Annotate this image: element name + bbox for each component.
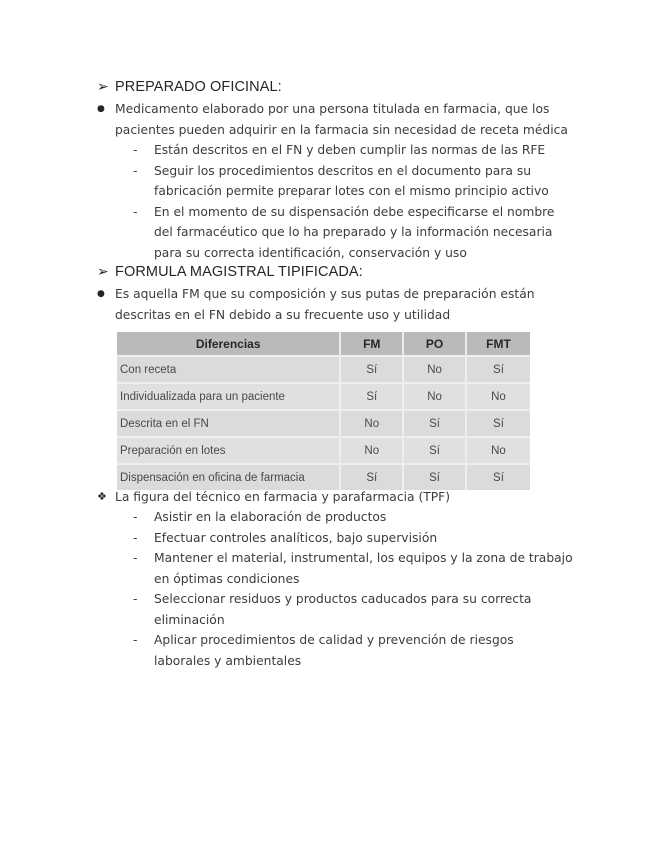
- column-header: FMT: [466, 332, 530, 356]
- table-cell: Preparación en lotes: [117, 437, 340, 464]
- list-item-text: Mantener el material, instrumental, los equipos y la zona de trabajo en óptimas condiciones: [154, 551, 573, 586]
- list-item-text: Aplicar procedimientos de calidad y prevención de riesgos laborales y ambientales: [154, 633, 514, 668]
- list-item-text: En el momento de su dispensación debe especificarse el nombre del farmacéutico que lo ha preparado y la información necesaria para su correcta identificación, conservación y uso: [154, 204, 555, 260]
- table-cell: Sí: [403, 464, 466, 490]
- list-item: [133, 589, 573, 630]
- table-cell: Individualizada para un paciente: [117, 383, 340, 410]
- table-cell: Sí: [403, 437, 466, 464]
- dash-list-tecnico: [133, 507, 573, 671]
- list-item: [133, 507, 573, 528]
- table-row: [117, 437, 530, 464]
- diamond-bullet-icon: ❖: [97, 490, 107, 503]
- bullet-text: Es aquella FM que su composición y sus putas de preparación están descritas en el FN debido a su frecuente uso y utilidad: [115, 287, 535, 322]
- arrow-bullet-icon: ➢: [97, 263, 109, 279]
- column-header: FM: [340, 332, 403, 356]
- dash-bullet-icon: -: [133, 592, 138, 606]
- table-cell: Sí: [466, 464, 530, 490]
- list-item-text: Asistir en la elaboración de productos: [154, 510, 387, 524]
- arrow-bullet-icon: ➢: [97, 78, 109, 94]
- table-header-row: [117, 332, 530, 356]
- list-item-text: Están descritos en el FN y deben cumplir las normas de las RFE: [154, 143, 546, 157]
- table-cell: Sí: [466, 356, 530, 383]
- heading-text: FORMULA MAGISTRAL TIPIFICADA:: [115, 264, 363, 280]
- table-cell: Sí: [340, 356, 403, 383]
- list-item: [133, 528, 573, 549]
- heading-preparado-oficinal: [97, 78, 282, 95]
- dot-bullet-icon: ●: [97, 104, 105, 114]
- list-item: [133, 140, 573, 161]
- list-item: [133, 630, 573, 671]
- table-cell: Sí: [340, 464, 403, 490]
- table-cell: No: [340, 437, 403, 464]
- table-cell: Sí: [403, 410, 466, 437]
- list-item-text: Seleccionar residuos y productos caducados para su correcta eliminación: [154, 592, 532, 627]
- table-cell: Sí: [340, 383, 403, 410]
- table-row: [117, 410, 530, 437]
- table-cell: No: [403, 356, 466, 383]
- bullet-medicamento: [97, 99, 577, 140]
- differences-table: [117, 332, 530, 490]
- bullet-tecnico-farmacia: [97, 487, 577, 508]
- dash-bullet-icon: -: [133, 510, 138, 524]
- list-item: [133, 202, 573, 264]
- list-item-text: Seguir los procedimientos descritos en el documento para su fabricación permite preparar lotes con el mismo principio activo: [154, 163, 549, 198]
- dash-bullet-icon: -: [133, 551, 138, 565]
- dash-bullet-icon: -: [133, 204, 138, 219]
- list-item: [133, 548, 573, 589]
- column-header: Diferencias: [117, 332, 340, 356]
- heading-text: PREPARADO OFICINAL:: [115, 79, 282, 95]
- table-cell: No: [466, 383, 530, 410]
- bullet-text: La figura del técnico en farmacia y parafarmacia (TPF): [115, 490, 451, 504]
- dot-bullet-icon: ●: [97, 289, 105, 299]
- heading-formula-magistral: [97, 263, 363, 280]
- table-cell: No: [340, 410, 403, 437]
- table-row: [117, 356, 530, 383]
- table-cell: Con receta: [117, 356, 340, 383]
- bullet-text: Medicamento elaborado por una persona titulada en farmacia, que los pacientes pueden adquirir en la farmacia sin necesidad de receta médica: [115, 102, 568, 137]
- list-item: [133, 161, 573, 202]
- dash-bullet-icon: -: [133, 633, 138, 647]
- table-cell: Descrita en el FN: [117, 410, 340, 437]
- column-header: PO: [403, 332, 466, 356]
- dash-bullet-icon: -: [133, 143, 138, 157]
- dash-bullet-icon: -: [133, 163, 138, 178]
- bullet-fm-tipificada: [97, 284, 582, 325]
- differences-table-image: [117, 332, 530, 484]
- table-cell: No: [403, 383, 466, 410]
- dash-list-preparado: [133, 140, 573, 263]
- list-item-text: Efectuar controles analíticos, bajo supervisión: [154, 530, 438, 545]
- table-cell: Sí: [466, 410, 530, 437]
- table-row: [117, 383, 530, 410]
- table-cell: No: [466, 437, 530, 464]
- dash-bullet-icon: -: [133, 530, 138, 545]
- table-cell: Dispensación en oficina de farmacia: [117, 464, 340, 490]
